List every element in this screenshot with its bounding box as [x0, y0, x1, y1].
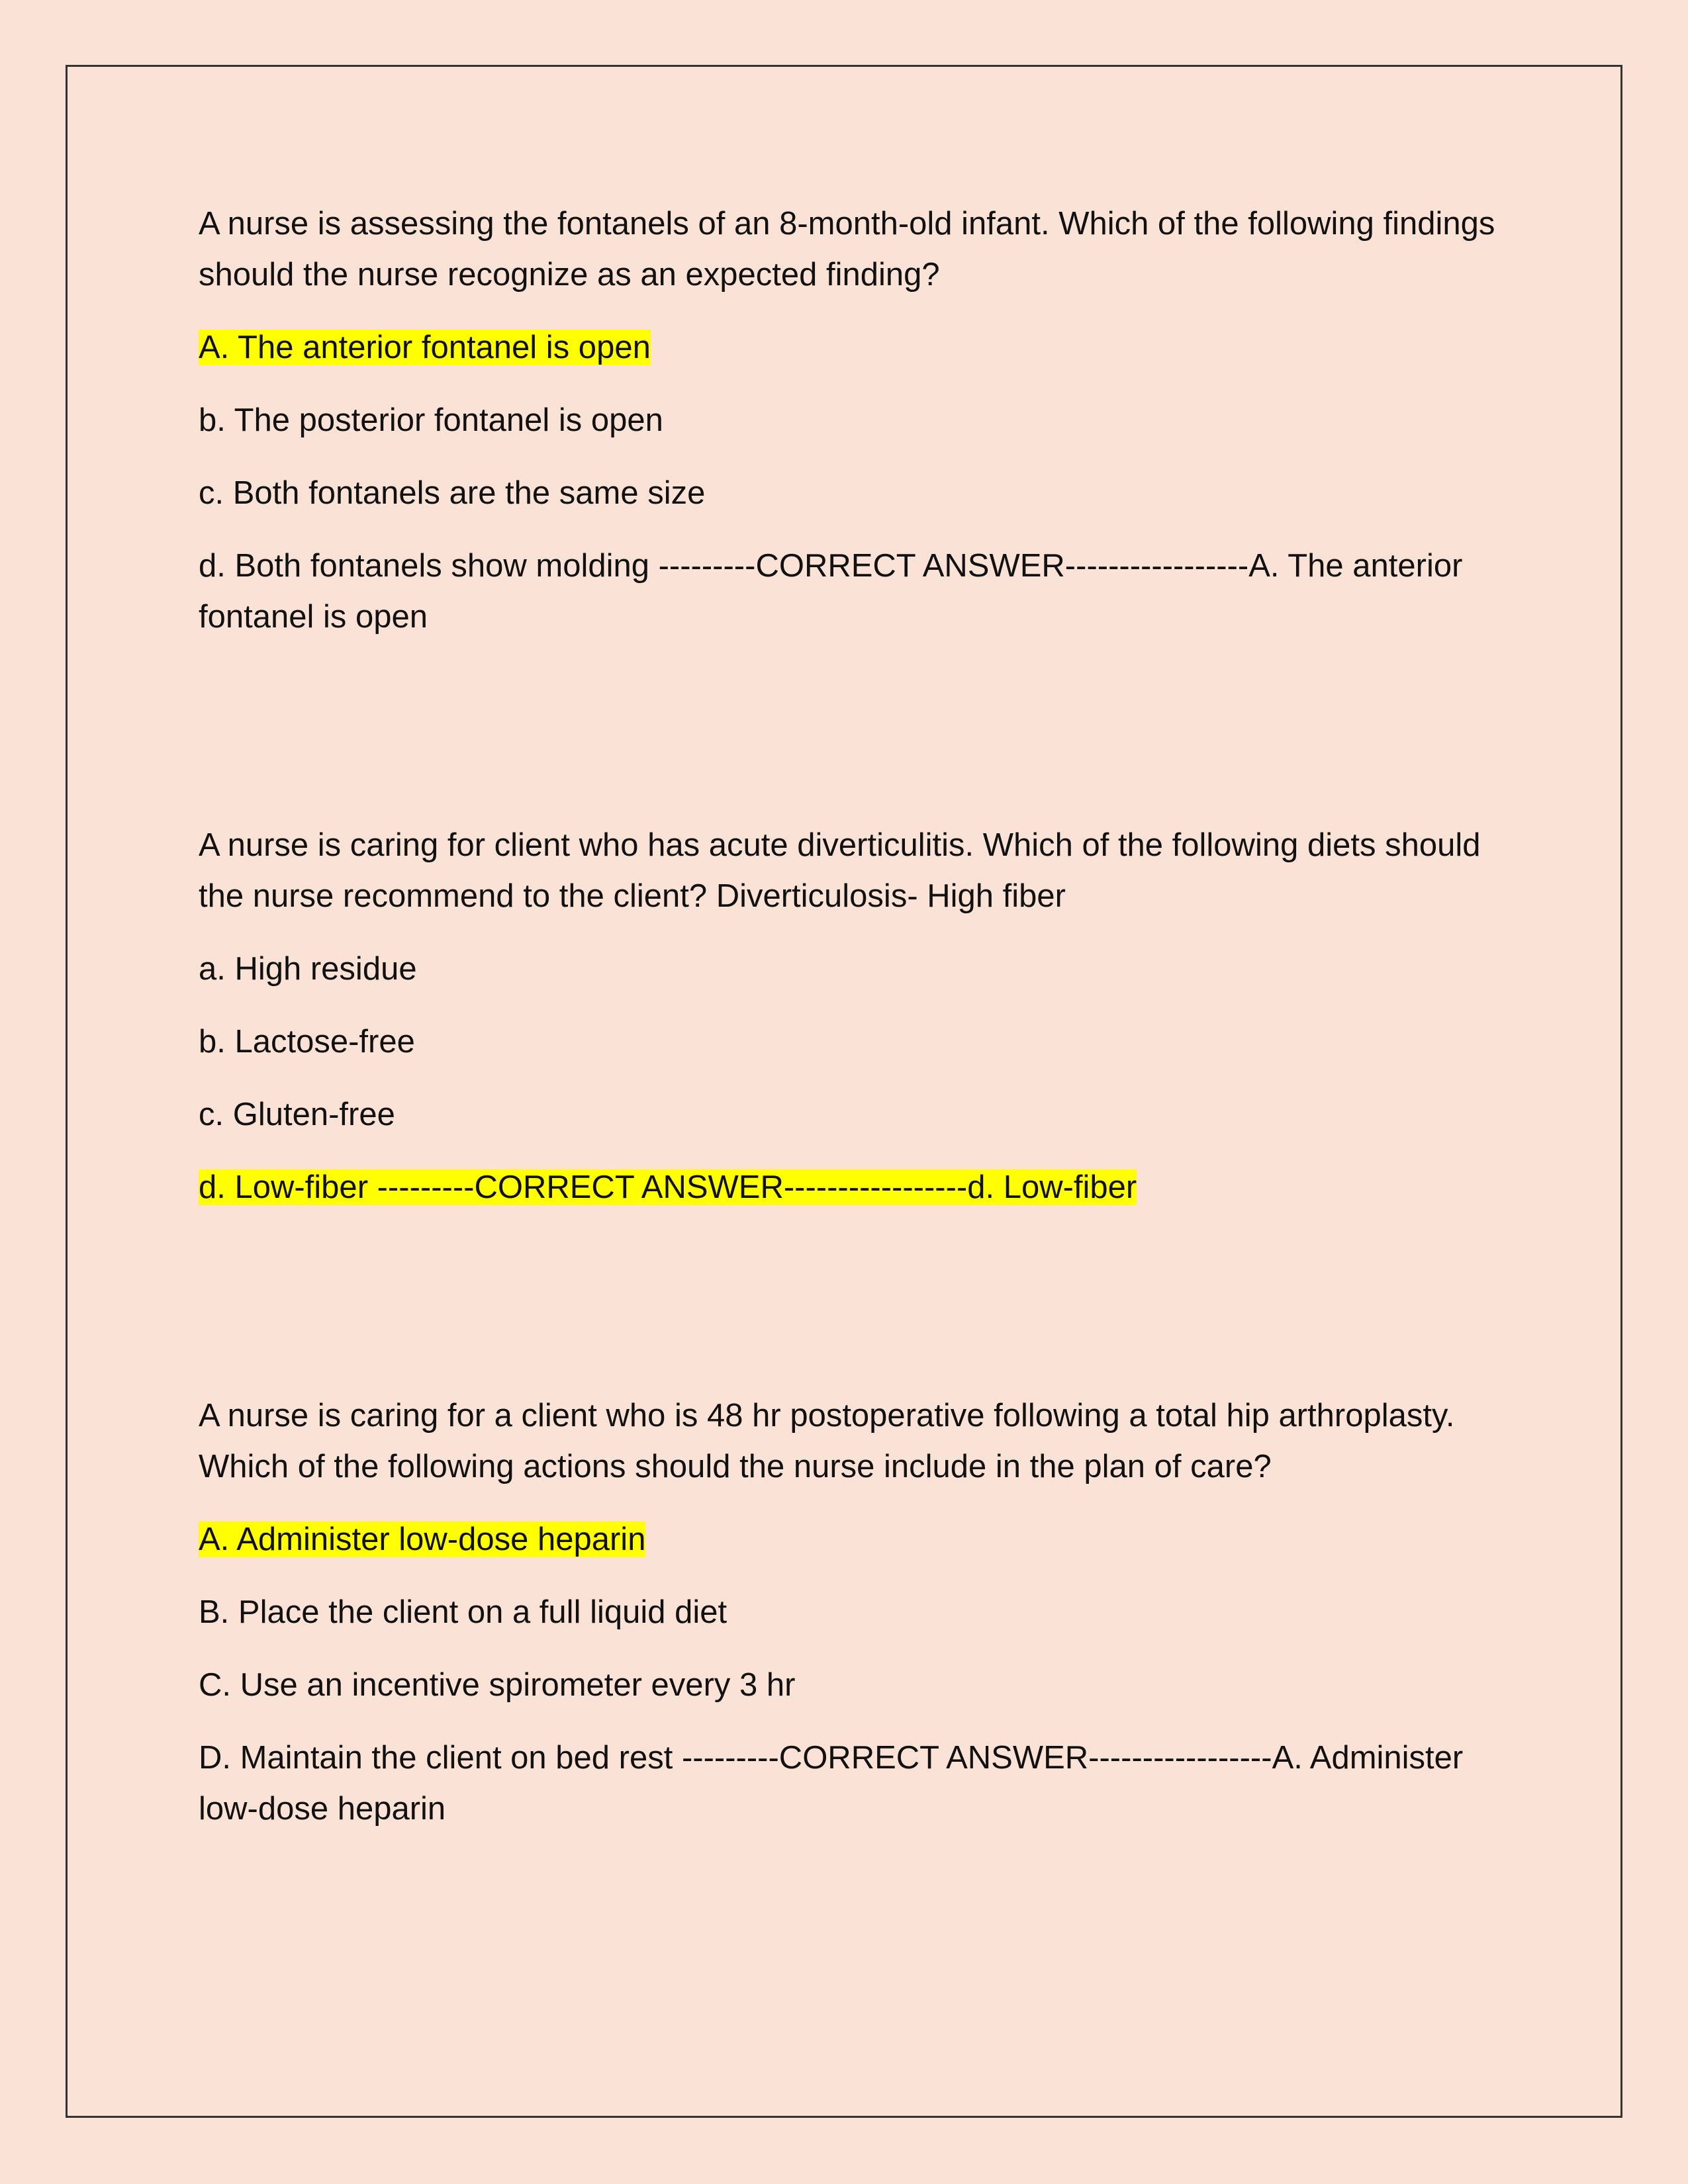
highlighted-answer: d. Low-fiber ---------CORRECT ANSWER-----------------d. Low-fiber: [199, 1169, 1137, 1205]
answer-option-c: c. Both fontanels are the same size: [199, 475, 706, 511]
question-stem: A nurse is caring for client who has acute diverticulitis. Which of the following diets should the nurse recommend to the client? Diverticulosis- High fiber: [199, 827, 1481, 914]
answer-option-a: [199, 1514, 1496, 1565]
question-block-2: [199, 820, 1496, 1213]
answer-option-c: C. Use an incentive spirometer every 3 hr: [199, 1667, 796, 1703]
answer-option-b: b. Lactose-free: [199, 1024, 415, 1060]
answer-option-d: [199, 1162, 1496, 1213]
document-body: [199, 199, 1496, 1856]
answer-option-d: D. Maintain the client on bed rest ---------CORRECT ANSWER-----------------A. Administer low-dose heparin: [199, 1740, 1464, 1827]
answer-option-a: [199, 322, 1496, 373]
question-stem: A nurse is caring for a client who is 48 hr postoperative following a total hip arthroplasty. Which of the following actions should the nurse include in the plan of care?: [199, 1398, 1455, 1484]
highlighted-answer: A. The anterior fontanel is open: [199, 330, 651, 365]
answer-option-a: a. High residue: [199, 951, 417, 987]
answer-option-d: d. Both fontanels show molding ---------CORRECT ANSWER-----------------A. The anterior fontanel is open: [199, 548, 1463, 635]
answer-option-b: b. The posterior fontanel is open: [199, 402, 663, 438]
answer-option-c: c. Gluten-free: [199, 1097, 395, 1132]
question-stem: A nurse is assessing the fontanels of an 8-month-old infant. Which of the following findings should the nurse recognize as an expected finding?: [199, 206, 1495, 293]
question-block-1: [199, 199, 1496, 643]
question-block-3: [199, 1390, 1496, 1835]
highlighted-answer: A. Administer low-dose heparin: [199, 1522, 646, 1557]
answer-option-b: B. Place the client on a full liquid diet: [199, 1594, 727, 1630]
